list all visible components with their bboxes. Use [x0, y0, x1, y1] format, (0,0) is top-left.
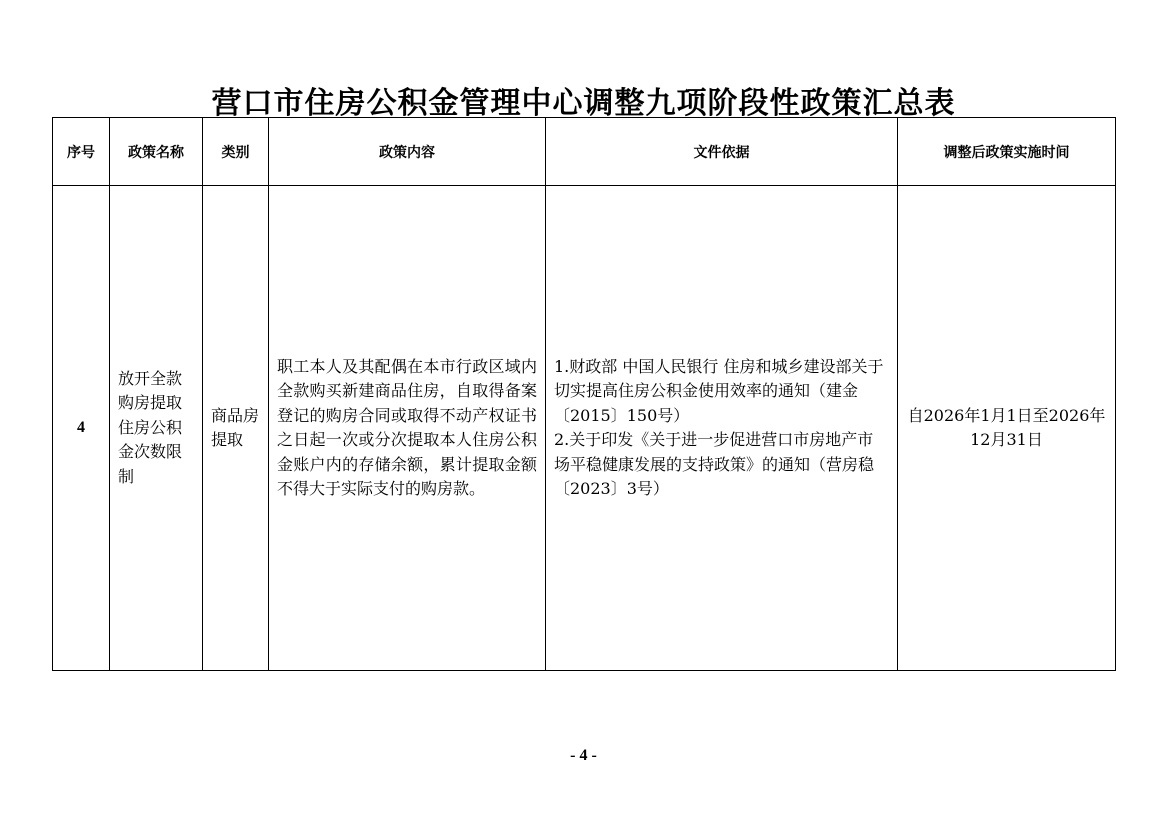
- header-policy-name: 政策名称: [110, 118, 203, 186]
- basis-item-1: 1.财政部 中国人民银行 住房和城乡建设部关于切实提高住房公积金使用效率的通知（建金〔2015〕150号）: [554, 356, 884, 425]
- header-document-basis: 文件依据: [546, 118, 898, 186]
- cell-document-basis: [546, 186, 898, 671]
- cell-policy-content: 职工本人及其配偶在本市行政区域内全款购买新建商品住房，自取得备案登记的购房合同或取得不动产权证书之日起一次或分次提取本人住房公积金账户内的存储余额，累计提取金额不得大于实际支付的购房款。: [269, 186, 546, 671]
- cell-no: 4: [53, 186, 110, 671]
- page-number: - 4 -: [570, 747, 597, 764]
- header-no: 序号: [53, 118, 110, 186]
- cell-effective-time: 自2026年1月1日至2026年12月31日: [898, 186, 1116, 671]
- header-category: 类别: [203, 118, 269, 186]
- table-row: [53, 186, 1116, 671]
- header-effective-time: 调整后政策实施时间: [898, 118, 1116, 186]
- table-header-row: [53, 118, 1116, 186]
- document-title: 营口市住房公积金管理中心调整九项阶段性政策汇总表: [211, 86, 956, 121]
- policy-summary-table: [52, 117, 1116, 671]
- cell-policy-name: 放开全款购房提取住房公积金次数限制: [110, 186, 203, 671]
- header-policy-content: 政策内容: [269, 118, 546, 186]
- cell-category: 商品房提取: [203, 186, 269, 671]
- basis-item-2: 2.关于印发《关于进一步促进营口市房地产市场平稳健康发展的支持政策》的通知（营房稳〔2023〕3号）: [554, 430, 875, 498]
